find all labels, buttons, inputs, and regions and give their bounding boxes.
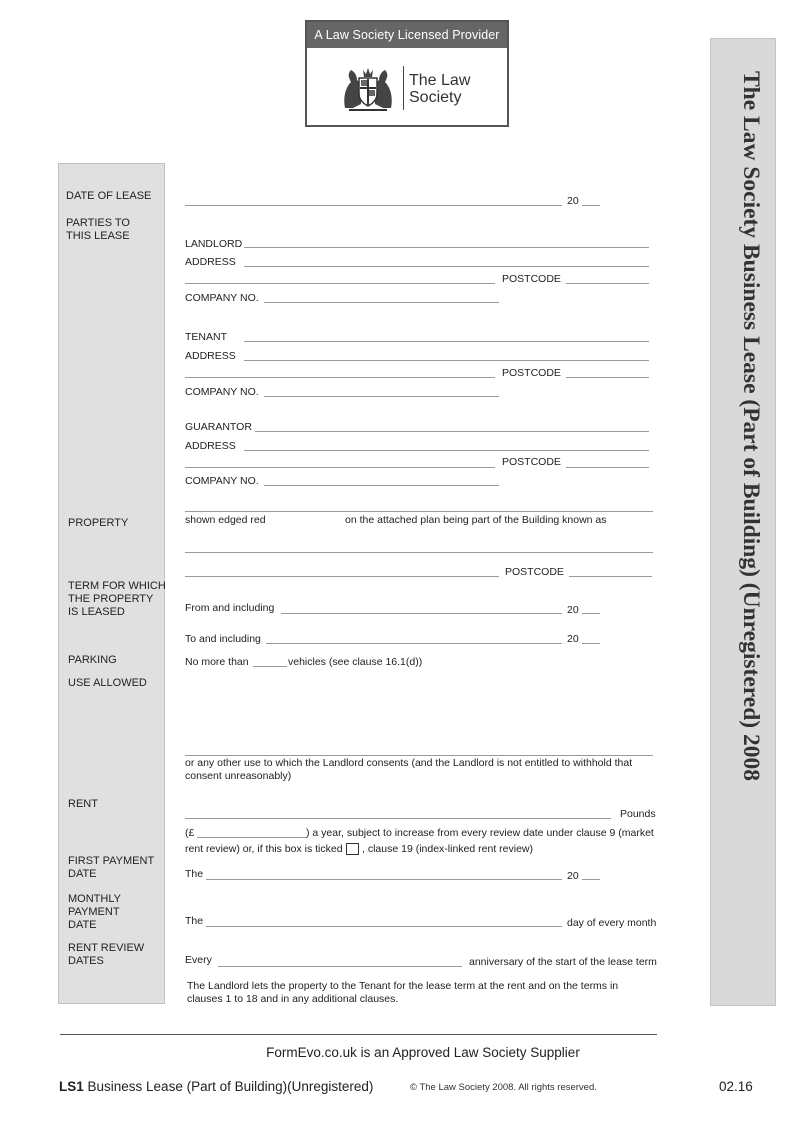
landlord-postcode-field[interactable]: [566, 283, 649, 284]
guarantor-address-field[interactable]: [244, 450, 649, 451]
rent-line2-text-b: , clause 19 (index-linked rent review): [362, 843, 533, 855]
form-title: The Law Society Business Lease (Part of Building) (Unregistered) 2008: [738, 71, 764, 781]
property-postcode-label: POSTCODE: [505, 566, 564, 578]
tenant-company-field[interactable]: [264, 396, 499, 397]
closing-line2: clauses 1 to 18 and in any additional clauses.: [187, 993, 399, 1005]
tenant-name-field[interactable]: [244, 341, 649, 342]
rent-words-field[interactable]: [185, 818, 611, 819]
date-of-lease-year-field[interactable]: [582, 205, 600, 206]
from-including-label: From and including: [185, 602, 275, 614]
closing-line1: The Landlord lets the property to the Tenant for the lease term at the rent and on the terms in: [187, 980, 619, 992]
rent-review-field[interactable]: [218, 966, 462, 967]
coat-of-arms-icon: [339, 64, 397, 112]
year-prefix: 20: [567, 195, 579, 207]
guarantor-name-field[interactable]: [255, 431, 649, 432]
tenant-address-line2-field[interactable]: [185, 377, 495, 378]
monthly-payment-the: The: [185, 915, 204, 927]
landlord-postcode-label: POSTCODE: [502, 273, 561, 285]
anniversary-text: anniversary of the start of the lease term: [469, 956, 657, 968]
first-payment-the: The: [185, 868, 204, 880]
law-society-logo: [305, 20, 509, 127]
title-sidebar: [710, 38, 776, 1006]
tenant-address-field[interactable]: [244, 360, 649, 361]
building-address-field[interactable]: [185, 576, 499, 577]
label-rent-review: RENT REVIEW DATES: [68, 942, 145, 967]
rent-line2-text-a: rent review) or, if this box is ticked: [185, 843, 343, 855]
property-description-field[interactable]: [185, 511, 653, 512]
footer-version: 02.16: [719, 1079, 753, 1094]
landlord-company-label: COMPANY NO.: [185, 292, 259, 304]
guarantor-postcode-label: POSTCODE: [502, 456, 561, 468]
shown-edged-red-text: shown edged red: [185, 514, 266, 526]
parking-suffix: vehicles (see clause 16.1(d)): [288, 656, 423, 668]
tenant-address-label: ADDRESS: [185, 350, 236, 362]
tenant-postcode-label: POSTCODE: [502, 367, 561, 379]
label-parking: PARKING: [68, 654, 117, 666]
index-linked-checkbox[interactable]: [346, 843, 359, 855]
term-end-year-field[interactable]: [582, 643, 600, 644]
landlord-company-field[interactable]: [264, 302, 499, 303]
footer-supplier-text: FormEvo.co.uk is an Approved Law Society Supplier: [266, 1045, 580, 1060]
plan-text: on the attached plan being part of the Building known as: [345, 514, 607, 526]
term-end-field[interactable]: [266, 643, 562, 644]
term-end-year-prefix: 20: [567, 633, 579, 645]
landlord-address-field[interactable]: [244, 266, 649, 267]
first-payment-year-field[interactable]: [582, 879, 600, 880]
label-first-payment: FIRST PAYMENT DATE: [68, 855, 155, 880]
property-postcode-field[interactable]: [569, 576, 652, 577]
landlord-address-line2-field[interactable]: [185, 283, 495, 284]
label-property: PROPERTY: [68, 517, 129, 529]
parking-prefix: No more than: [185, 656, 249, 668]
logo-divider: [403, 66, 404, 110]
parking-vehicles-field[interactable]: [253, 666, 287, 667]
term-start-year-prefix: 20: [567, 604, 579, 616]
rent-review-every: Every: [185, 954, 212, 966]
rent-pound-open: (£: [185, 827, 195, 839]
first-payment-date-field[interactable]: [206, 879, 562, 880]
guarantor-company-label: COMPANY NO.: [185, 475, 259, 487]
to-including-label: To and including: [185, 633, 261, 645]
use-allowed-line2: consent unreasonably): [185, 770, 292, 782]
label-use-allowed: USE ALLOWED: [68, 677, 147, 689]
guarantor-company-field[interactable]: [264, 485, 499, 486]
label-date-of-lease: DATE OF LEASE: [66, 190, 152, 202]
guarantor-label: GUARANTOR: [185, 421, 252, 433]
use-allowed-line1: or any other use to which the Landlord consents (and the Landlord is not entitled to withhold that: [185, 757, 633, 769]
date-of-lease-field[interactable]: [185, 205, 562, 206]
label-term: TERM FOR WHICH THE PROPERTY IS LEASED: [68, 580, 166, 618]
footer-copyright: © The Law Society 2008. All rights reserved.: [410, 1082, 597, 1093]
tenant-label: TENANT: [185, 331, 227, 343]
landlord-name-field[interactable]: [244, 247, 649, 248]
term-start-year-field[interactable]: [582, 613, 600, 614]
use-allowed-field[interactable]: [185, 755, 653, 756]
first-payment-year-prefix: 20: [567, 870, 579, 882]
day-of-month-label: day of every month: [567, 917, 657, 929]
monthly-payment-day-field[interactable]: [206, 926, 562, 927]
label-rent: RENT: [68, 798, 98, 810]
rent-figures-field[interactable]: [197, 837, 307, 838]
guarantor-postcode-field[interactable]: [566, 467, 649, 468]
term-start-field[interactable]: [281, 613, 562, 614]
tenant-postcode-field[interactable]: [566, 377, 649, 378]
label-monthly-payment: MONTHLY PAYMENT DATE: [68, 893, 121, 931]
footer-form-code: LS1 Business Lease (Part of Building)(Unregistered): [59, 1079, 374, 1094]
landlord-label: LANDLORD: [185, 238, 243, 250]
logo-banner: A Law Society Licensed Provider: [307, 22, 507, 48]
footer-divider: [60, 1034, 657, 1035]
building-name-field[interactable]: [185, 552, 653, 553]
tenant-company-label: COMPANY NO.: [185, 386, 259, 398]
landlord-address-label: ADDRESS: [185, 256, 236, 268]
guarantor-address-line2-field[interactable]: [185, 467, 495, 468]
logo-name: The Law Society: [409, 72, 471, 106]
guarantor-address-label: ADDRESS: [185, 440, 236, 452]
pounds-label: Pounds: [620, 808, 656, 820]
label-parties: PARTIES TO THIS LEASE: [66, 217, 130, 242]
rent-line1-text: ) a year, subject to increase from every review date under clause 9 (market: [306, 827, 654, 839]
